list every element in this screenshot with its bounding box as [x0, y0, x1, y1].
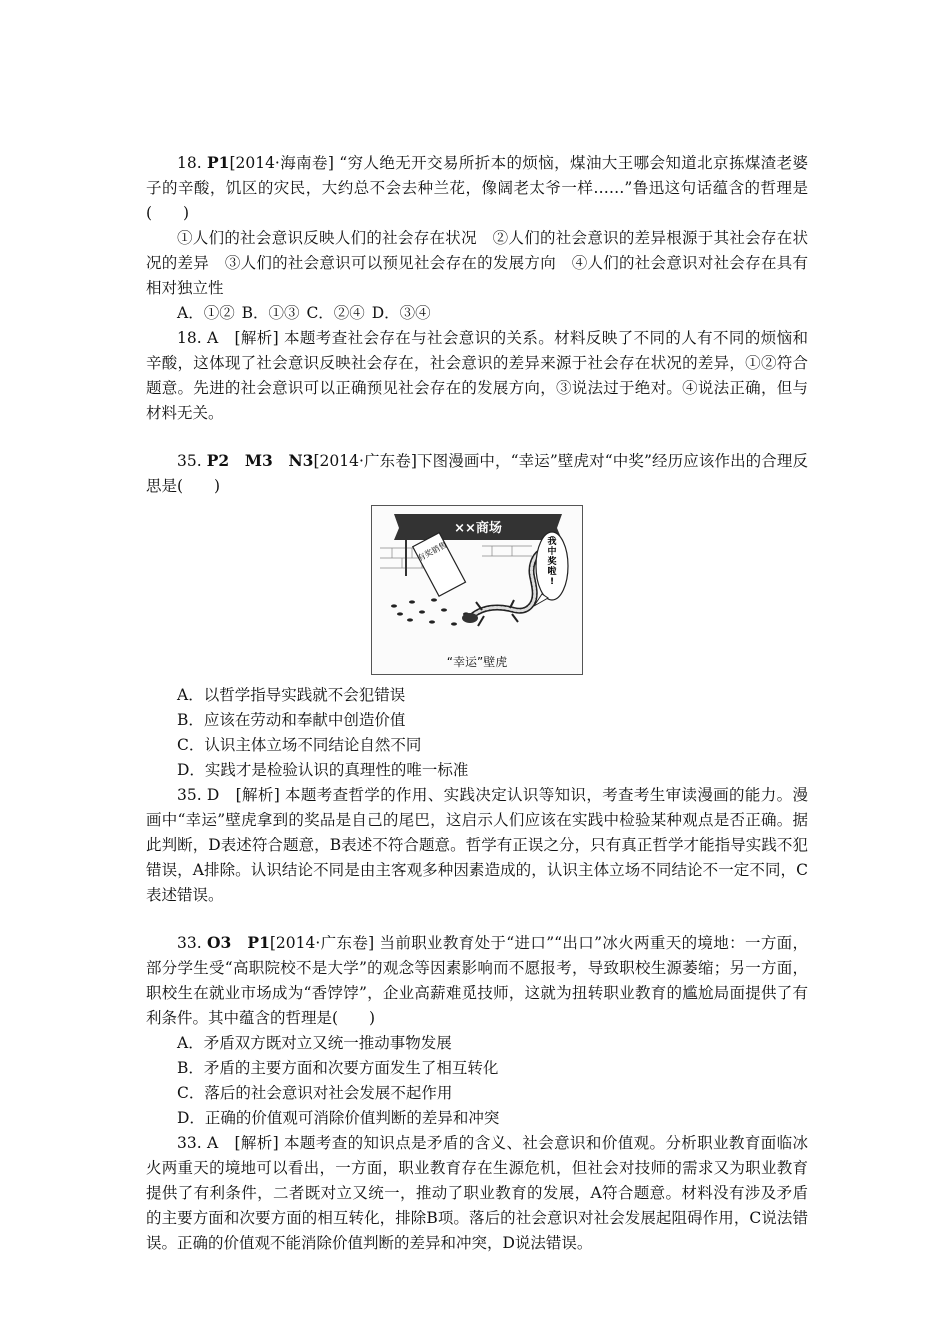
q35-stem-text: 下图漫画中，“幸运”壁虎对“中奖”经历应该作出的合理反思是( ): [146, 452, 809, 495]
q35-analysis: [146, 783, 808, 908]
q18-code: P1: [206, 153, 230, 172]
sign-text: 有奖销售: [416, 540, 449, 564]
q33-answer-head: 33. A [解析]: [177, 1134, 279, 1152]
q33-codes: O3 P1: [206, 933, 270, 952]
q35-stem: [146, 448, 808, 499]
q18-statements: ①人们的社会意识反映人们的社会存在状况 ②人们的社会意识的差异根源于其社会存在状况的差异 ③人们的社会意识可以预见社会存在的发展方向 ④人们的社会意识对社会存在具有相对独立性: [146, 229, 808, 297]
q33-analysis-text: 本题考查的知识点是矛盾的含义、社会意识和价值观。分析职业教育面临冰火两重天的境地可以看出，一方面，职业教育存在生源危机，但社会对技师的需求又为职业教育提供了有利条件，二者既对立又统一，推动了职业教育的发展，A符合题意。材料没有涉及矛盾的主要方面和次要方面的相互转化，排除B项。落后的社会意识对社会发展起阻碍作用，C说法错误。正确的价值观不能消除价值判断的差异和冲突，D说法错误。: [146, 1134, 808, 1252]
q33-analysis: [146, 1131, 808, 1256]
gecko-cartoon: [371, 505, 583, 675]
q35-option-d: D．实践才是检验认识的真理性的唯一标准: [177, 761, 469, 779]
q18-stem: [146, 150, 808, 226]
document-page: [146, 150, 808, 1256]
q33-source: [2014·广东卷]: [269, 934, 375, 952]
q18-answer-head: 18. A [解析]: [177, 329, 279, 347]
q35-option-b: B．应该在劳动和奉献中创造价值: [177, 711, 406, 729]
bubble-text: 我中奖啦!: [547, 537, 557, 587]
q33-stem-text: 当前职业教育处于“进口”“出口”冰火两重天的境地：一方面，部分学生受“高职院校不是大学”的观念等因素影响而不愿报考，导致职校生源萎缩；另一方面，职校生在就业市场成为“香饽饽”，企业高薪难觅技师，这就为扭转职业教育的尴尬局面提供了有利条件。其中蕴含的哲理是( ): [146, 934, 809, 1027]
q18-analysis: [146, 326, 808, 426]
q33-option-b: B．矛盾的主要方面和次要方面发生了相互转化: [177, 1059, 499, 1077]
q35-codes: P2 M3 N3: [206, 451, 314, 470]
q33-option-a: A．矛盾双方既对立又统一推动事物发展: [177, 1034, 452, 1052]
q35-analysis-text: 本题考查哲学的作用、实践决定认识等知识，考查考生审读漫画的能力。漫画中“幸运”壁虎拿到的奖品是自己的尾巴，这启示人们应该在实践中检验某种观点是否正确。据此判断，D表述符合题意，B表述不符合题意。哲学有正误之分，只有真正哲学才能指导实践不犯错误，A排除。认识结论不同是由主客观多种因素造成的，认识主体立场不同结论不一定不同，C表述错误。: [146, 786, 808, 904]
q33-option-d: D．正确的价值观可消除价值判断的差异和冲突: [177, 1109, 500, 1127]
q33-stem: [146, 930, 808, 1031]
q18-options: A．①② B．①③ C．②④ D．③④: [177, 304, 431, 322]
q18-number: 18.: [177, 154, 202, 172]
q18-source: [2014·海南卷]: [229, 154, 334, 172]
q33-option-c: C．落后的社会意识对社会发展不起作用: [177, 1084, 453, 1102]
gecko: [462, 552, 540, 626]
prize-sign: [412, 532, 467, 596]
q33-number: 33.: [177, 934, 202, 952]
q35-source: [2014·广东卷]: [313, 452, 417, 470]
cartoon-drawing: [372, 506, 582, 674]
q35-answer-head: 35. D [解析]: [177, 786, 280, 804]
q35-option-c: C．认识主体立场不同结论自然不同: [177, 736, 422, 754]
q35-number: 35.: [177, 452, 202, 470]
cartoon-caption: “幸运”壁虎: [446, 655, 508, 669]
banner-text: ××商场: [454, 521, 502, 536]
q35-option-a: A．以哲学指导实践就不会犯错误: [177, 686, 406, 704]
q18-stem-text: “穷人绝无开交易所折本的烦恼，煤油大王哪会知道北京拣煤渣老婆子的辛酸，饥区的灾民，大约总不会去种兰花，像阔老太爷一样……”鲁迅这句话蕴含的哲理是( ): [146, 154, 808, 222]
q18-analysis-text: 本题考查社会存在与社会意识的关系。材料反映了不同的人有不同的烦恼和辛酸，这体现了社会意识反映社会存在，社会意识的差异来源于社会存在状况的差异，①②符合题意。先进的社会意识可以正确预见社会存在的发展方向，③说法过于绝对。④说法正确，但与材料无关。: [146, 329, 808, 422]
